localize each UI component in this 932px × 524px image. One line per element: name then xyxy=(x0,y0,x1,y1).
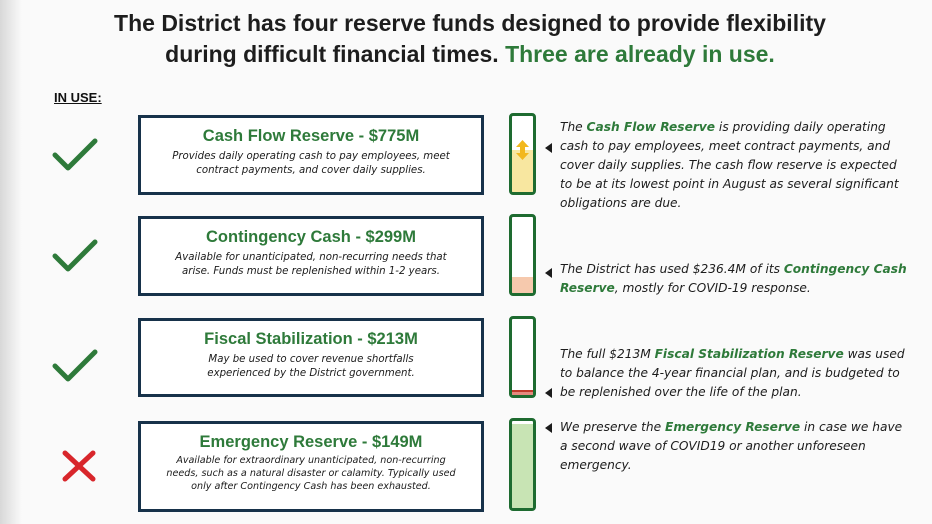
fund-note-contingency xyxy=(560,260,910,298)
note-text: We preserve the xyxy=(560,420,665,434)
fund-description-line: Available for unanticipated, non-recurring needs that xyxy=(175,252,447,263)
fund-description xyxy=(141,353,481,381)
note-text: is providing daily operating cash to pay employees, meet contract payments, and cover daily supplies. The cash flow reserve is expected to be at its lowest point in August as several significant obligations are due. xyxy=(560,120,899,210)
in-use-label: IN USE: xyxy=(54,90,102,105)
note-highlight: Cash Flow Reserve xyxy=(586,120,716,134)
gauge-fill xyxy=(512,390,533,395)
check-icon xyxy=(50,346,100,386)
check-icon xyxy=(50,236,100,276)
title-line-2-text: during difficult financial times. xyxy=(165,41,506,67)
fund-box-cash-flow xyxy=(138,115,484,195)
reserve-gauge-emergency xyxy=(509,418,536,511)
fund-description-line: Available for extraordinary unanticipated, non-recurring xyxy=(176,455,446,466)
reserve-gauge-fiscal-stabilization xyxy=(509,316,536,398)
title-line-2 xyxy=(40,39,900,70)
page-title xyxy=(40,8,900,70)
fund-name: Cash Flow Reserve - $775M xyxy=(202,127,420,145)
gauge-fill xyxy=(512,277,533,293)
note-text: in case we have a second wave of COVID19 or another unforeseen emergency. xyxy=(560,420,903,472)
pointer-arrow-icon xyxy=(545,143,552,153)
fund-description-line: needs, such as a natural disaster or calamity. Typically used xyxy=(166,468,456,479)
page-edge-shadow xyxy=(0,0,22,524)
fund-box-emergency xyxy=(138,421,484,512)
reserve-gauge-cash-flow xyxy=(509,113,536,195)
pointer-arrow-icon xyxy=(545,268,552,278)
note-text: The District has used $236.4M of its xyxy=(560,262,784,276)
pointer-arrow-icon xyxy=(545,423,552,433)
title-line-2-highlight: Three are already in use. xyxy=(505,41,775,67)
fund-name: Contingency Cash - $299M xyxy=(206,228,416,246)
check-icon xyxy=(50,135,100,175)
up-down-arrow-icon xyxy=(515,140,530,160)
fund-name: Emergency Reserve - $149M xyxy=(199,433,423,451)
note-text: The xyxy=(560,120,587,134)
fund-description-line: Provides daily operating cash to pay employees, meet xyxy=(172,151,450,162)
fund-description-line: experienced by the District government. xyxy=(207,368,415,379)
fund-description-line: May be used to cover revenue shortfalls xyxy=(208,354,414,365)
note-highlight: Contingency Cash Reserve xyxy=(560,262,907,295)
note-text: The full $213M xyxy=(560,347,655,361)
fund-description-line: contract payments, and cover daily supplies. xyxy=(196,165,426,176)
fund-note-fiscal-stabilization xyxy=(560,345,910,402)
pointer-arrow-icon xyxy=(545,388,552,398)
fund-note-cash-flow xyxy=(560,118,910,213)
note-highlight: Fiscal Stabilization Reserve xyxy=(654,347,844,361)
fund-box-fiscal-stabilization xyxy=(138,318,484,397)
fund-description xyxy=(141,454,481,493)
note-text: , mostly for COVID-19 response. xyxy=(614,281,811,295)
fund-description-line: only after Contingency Cash has been exhausted. xyxy=(191,481,431,492)
fund-description xyxy=(141,150,481,178)
fund-description-line: arise. Funds must be replenished within 1-2 years. xyxy=(182,266,440,277)
fund-note-emergency xyxy=(560,418,910,475)
fund-name: Fiscal Stabilization - $213M xyxy=(204,330,418,348)
title-line-1: The District has four reserve funds designed to provide flexibility xyxy=(114,10,826,36)
fund-box-contingency xyxy=(138,216,484,296)
note-highlight: Emergency Reserve xyxy=(665,420,801,434)
cross-icon xyxy=(58,446,100,486)
reserve-gauge-contingency xyxy=(509,214,536,296)
note-text: was used to balance the 4-year financial plan, and is budgeted to be replenished over the life of the plan. xyxy=(560,347,905,399)
gauge-fill xyxy=(512,424,533,508)
fund-description xyxy=(141,251,481,279)
